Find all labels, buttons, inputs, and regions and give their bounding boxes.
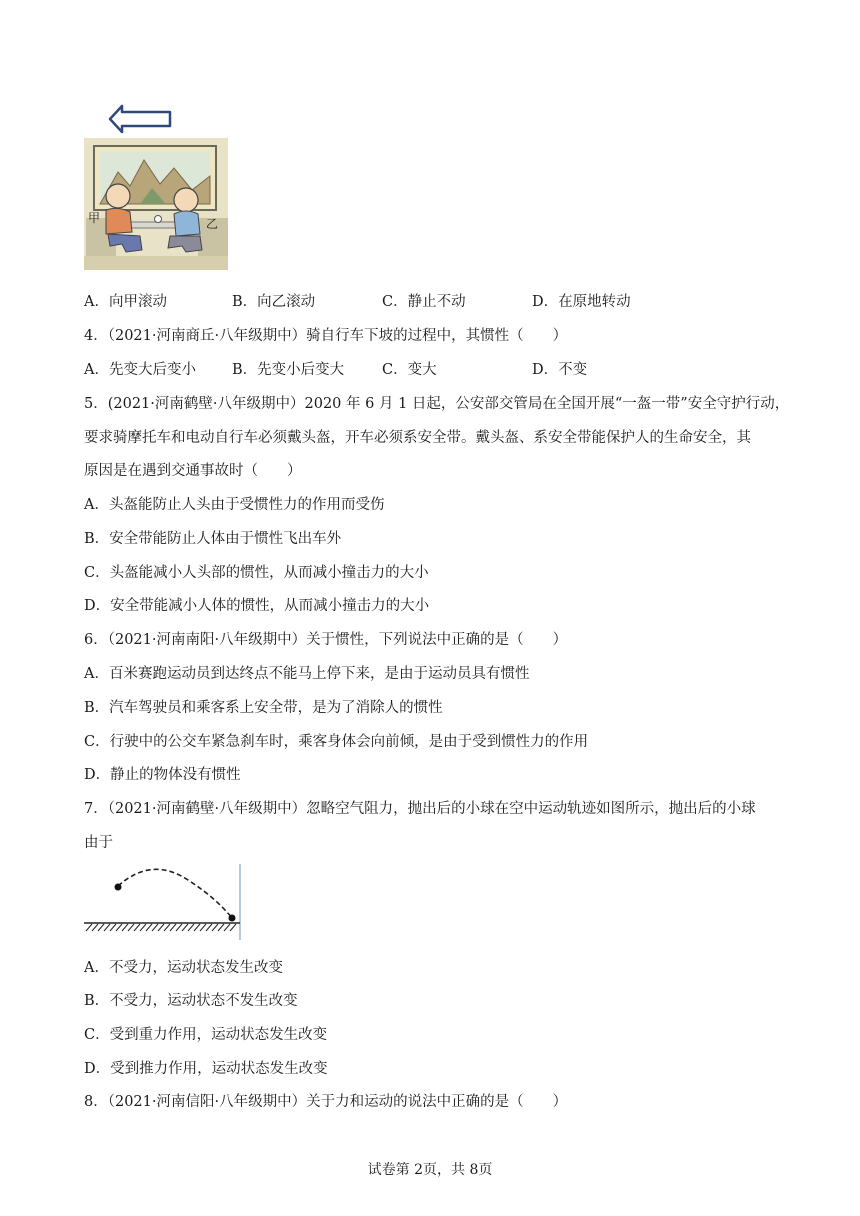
train-compartment-figure [82, 100, 232, 272]
option-letter: A． [84, 294, 109, 310]
option-text: 向乙滚动 [257, 294, 316, 310]
option-letter: B． [232, 294, 258, 310]
option-letter: C． [382, 362, 408, 378]
ball-start [115, 884, 122, 891]
page-footer: 试卷第 2页，共 8页 [367, 1162, 493, 1178]
option-text: 先变小后变大 [257, 362, 345, 378]
q3-option-b [232, 292, 315, 312]
q6-option-c: C．行驶中的公交车紧急刹车时，乘客身体会向前倾，是由于受到惯性力的作用 [84, 734, 589, 750]
q5-option-d: D．安全带能减小人体的惯性，从而减小撞击力的大小 [84, 598, 430, 614]
option-text: 变大 [407, 362, 437, 378]
q5-option-b: B．安全带能防止人体由于惯性飞出车外 [84, 531, 342, 547]
q3-option-d [532, 292, 631, 312]
dashed-trajectory [118, 869, 232, 918]
q6-option-a: A．百米赛跑运动员到达终点不能马上停下来，是由于运动员具有惯性 [84, 666, 530, 682]
q7-option-c: C．受到重力作用，运动状态发生改变 [84, 1027, 328, 1043]
q5-option-c: C．头盔能减小人头部的惯性，从而减小撞击力的大小 [84, 565, 429, 581]
option-text: 先变大后变小 [108, 362, 196, 378]
q6-option-b: B．汽车驾驶员和乘客系上安全带，是为了消除人的惯性 [84, 700, 443, 716]
q4-option-a [84, 360, 196, 380]
q7-stem-line-1: 7．（2021·河南鹤壁·八年级期中）忽略空气阻力，抛出后的小球在空中运动轨迹如图所示，抛出后的小球 [84, 801, 756, 817]
q8-stem: 8．（2021·河南信阳·八年级期中）关于力和运动的说法中正确的是（ ） [84, 1094, 568, 1110]
q4-option-d [532, 360, 587, 380]
option-letter: D． [532, 294, 559, 310]
figure-label-yi: 乙 [206, 217, 219, 231]
left-arrow-icon [110, 106, 170, 132]
q5-stem-line-2: 要求骑摩托车和电动自行车必须戴头盔，开车必须系安全带。戴头盔、系安全带能保护人的生命安全，其 [84, 430, 751, 446]
trajectory-diagram [82, 862, 248, 944]
option-letter: A． [84, 362, 109, 378]
figure-label-jia: 甲 [88, 211, 101, 225]
q7-stem-line-2: 由于 [84, 835, 113, 851]
option-text: 不变 [558, 362, 588, 378]
option-text: 静止不动 [407, 294, 466, 310]
q6-stem: 6．（2021·河南南阳·八年级期中）关于惯性，下列说法中正确的是（ ） [84, 632, 568, 648]
option-letter: C． [382, 294, 408, 310]
q4-stem: 4．（2021·河南商丘·八年级期中）骑自行车下坡的过程中，其惯性（ ） [84, 328, 568, 344]
q6-option-d: D．静止的物体没有惯性 [84, 767, 241, 783]
option-letter: B． [232, 362, 258, 378]
q5-option-a: A．头盔能防止人头由于受惯性力的作用而受伤 [84, 497, 385, 513]
q7-option-a: A．不受力，运动状态发生改变 [84, 960, 283, 976]
option-text: 向甲滚动 [108, 294, 167, 310]
option-text: 在原地转动 [558, 294, 631, 310]
ball-end [229, 915, 236, 922]
train-illustration [82, 100, 232, 272]
q3-option-c [382, 292, 466, 312]
projectile-trajectory-figure [82, 862, 248, 944]
option-letter: D． [532, 362, 559, 378]
q4-option-b [232, 360, 344, 380]
q7-option-d: D．受到推力作用，运动状态发生改变 [84, 1061, 328, 1077]
ground-hatching [86, 924, 236, 931]
q3-option-a [84, 292, 167, 312]
q5-stem-line-1: 5．(2021·河南鹤壁·八年级期中）2020 年 6 月 1 日起，公安部交管局在全国开展“一盔一带”安全守护行动， [84, 396, 790, 412]
q5-stem-line-3: 原因是在遇到交通事故时（ ） [84, 463, 302, 479]
q7-option-b: B．不受力，运动状态不发生改变 [84, 993, 298, 1009]
q4-option-c [382, 360, 437, 380]
